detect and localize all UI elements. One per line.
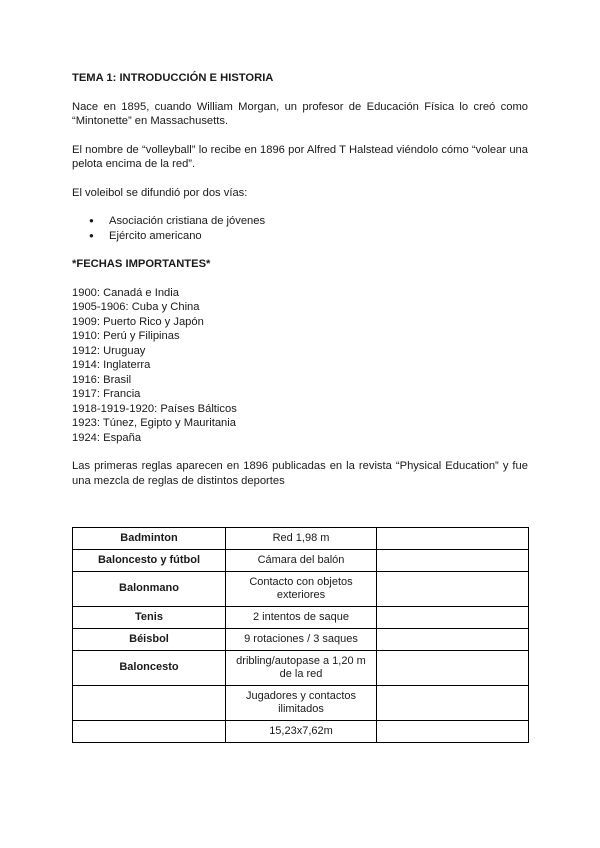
table-cell-rule: Contacto con objetos exteriores <box>226 572 377 607</box>
table-cell-rule: dribling/autopase a 1,20 m de la red <box>226 651 377 686</box>
table-row <box>73 721 529 743</box>
date-item: 1905-1906: Cuba y China <box>72 301 200 313</box>
date-item: 1900: Canadá e India <box>72 286 179 299</box>
page-title: TEMA 1: INTRODUCCIÓN E HISTORIA <box>72 72 274 84</box>
table-cell-rule: Red 1,98 m <box>226 528 377 550</box>
date-item: 1914: Inglaterra <box>72 359 151 371</box>
table-cell-empty <box>377 651 529 686</box>
table-cell-rule: Jugadores y contactos ilimitados <box>226 686 377 721</box>
table-row <box>73 629 529 651</box>
table-cell-empty <box>377 572 529 607</box>
dates-heading: *FECHAS IMPORTANTES* <box>72 258 211 270</box>
vias-list <box>72 214 528 243</box>
paragraph-spread: El voleibol se difundió por dos vías: <box>72 186 248 199</box>
table-cell-sport <box>73 721 226 743</box>
paragraph-name: El nombre de “volleyball” lo recibe en 1896 por Alfred T Halstead viéndolo cómo “volear una pelota encima de la red”. <box>72 143 528 170</box>
paragraph-origin: Nace en 1895, cuando William Morgan, un profesor de Educación Física lo creó como “Mintonette” en Massachusetts. <box>72 100 528 127</box>
table-cell-empty <box>377 550 529 572</box>
table-cell-empty <box>377 607 529 629</box>
table-row <box>73 686 529 721</box>
table-cell-sport: Baloncesto <box>73 651 226 686</box>
table-cell-rule: Cámara del balón <box>226 550 377 572</box>
date-item: 1918-1919-1920: Países Bálticos <box>72 402 237 415</box>
table-cell-empty <box>377 686 529 721</box>
table-row <box>73 607 529 629</box>
table-cell-empty <box>377 629 529 651</box>
date-item: 1924: España <box>72 431 142 444</box>
table-cell-sport: Balonmano <box>73 572 226 607</box>
table-cell-sport <box>73 686 226 721</box>
table-cell-empty <box>377 528 529 550</box>
list-item: ● Asociación cristiana de jóvenes <box>72 214 528 229</box>
date-item: 1923: Túnez, Egipto y Mauritania <box>72 417 236 429</box>
table-cell-rule: 15,23x7,62m <box>226 721 377 743</box>
document-content <box>72 71 528 502</box>
table-cell-rule: 9 rotaciones / 3 saques <box>226 629 377 651</box>
date-item: 1917: Francia <box>72 388 141 400</box>
dates-list <box>72 286 528 446</box>
date-item: 1916: Brasil <box>72 373 132 386</box>
table-cell-sport: Badminton <box>73 528 226 550</box>
table-row <box>73 572 529 607</box>
paragraph-rules: Las primeras reglas aparecen en 1896 publicadas en la revista “Physical Education” y fue una mezcla de reglas de distintos deportes <box>72 460 528 487</box>
table-row <box>73 550 529 572</box>
table-cell-rule: 2 intentos de saque <box>226 607 377 629</box>
date-item: 1909: Puerto Rico y Japón <box>72 315 204 328</box>
list-item: ● Ejército americano <box>72 229 528 244</box>
date-item: 1910: Perú y Filipinas <box>72 330 180 342</box>
table-row <box>73 651 529 686</box>
table-row <box>73 528 529 550</box>
rules-table <box>72 527 529 743</box>
table-cell-empty <box>377 721 529 743</box>
date-item: 1912: Uruguay <box>72 344 146 357</box>
table-cell-sport: Tenis <box>73 607 226 629</box>
table-cell-sport: Béisbol <box>73 629 226 651</box>
table-cell-sport: Baloncesto y fútbol <box>73 550 226 572</box>
